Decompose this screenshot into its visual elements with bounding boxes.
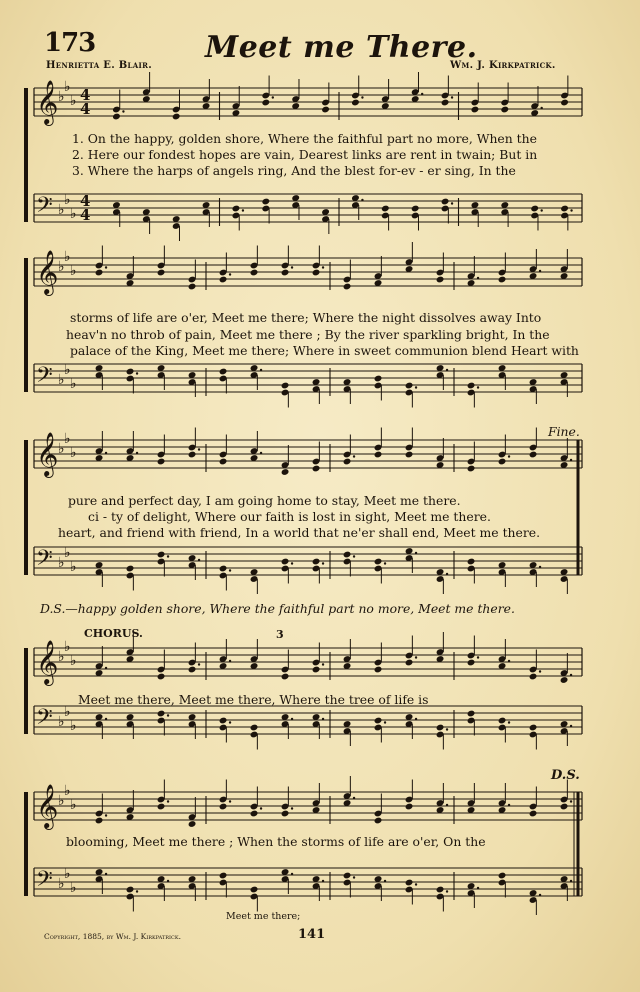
note-head [312,558,321,566]
dot [477,887,479,889]
verse2-line1: 2. Here our fondest hopes are vain, Dearest links are rent in twain; But in [72,147,538,162]
dot [260,807,262,809]
copyright-notice: Copyright, 1885, by Wm. J. Kirkpatrick. [44,932,181,941]
treble-clef: 𝄞 [36,640,59,684]
flat-sign: ♭ [58,372,65,388]
dot [167,800,169,802]
dot [570,880,572,882]
verse1-line3: pure and perfect day, I am going home to stay, Meet me there. [68,493,461,508]
dot [198,448,200,450]
dot [415,386,417,388]
dot [415,552,417,554]
note-head [219,565,228,573]
note-head [405,451,414,459]
ds-lyric-line: D.S.—happy golden shore, Where the faithful part no more, Meet me there. [40,601,515,616]
dot [322,718,324,720]
flat-sign: ♭ [64,783,71,799]
dot [446,890,448,892]
dot [198,663,200,665]
dot [322,880,324,882]
flat-sign: ♭ [70,797,77,813]
dot [291,562,293,564]
note-head [374,817,383,825]
note-head [471,106,480,114]
flat-sign: ♭ [64,79,71,95]
dot [105,873,107,875]
note-head [281,810,290,818]
note-head [343,458,352,466]
flat-sign: ♭ [70,559,77,575]
flat-sign: ♭ [58,876,65,892]
dot [384,880,386,882]
flat-sign: ♭ [70,93,77,109]
note-head [529,724,538,732]
dot [477,386,479,388]
dot [508,721,510,723]
dot [451,202,453,204]
flat-sign: ♭ [58,649,65,665]
note-head [381,205,390,213]
dot [353,876,355,878]
time-signature: 4 [80,100,91,118]
flat-sign: ♭ [64,639,71,655]
flat-sign: ♭ [64,362,71,378]
dot [136,372,138,374]
dot [122,110,124,112]
bass-clef: 𝄢 [36,193,53,223]
note-head [281,673,290,681]
verse3-line2: palace of the King, Meet me there; Where in sweet communion blend Heart with [70,343,579,358]
chorus-line2: blooming, Meet me there ; When the storms of life are o'er, On the [66,834,486,849]
dot [136,452,138,454]
note-head [436,724,445,732]
note-head [374,558,383,566]
treble-clef: 𝄞 [36,784,59,828]
dot [446,728,448,730]
dot [570,800,572,802]
note-head [250,724,259,732]
dot [508,804,510,806]
flat-sign: ♭ [58,259,65,275]
dot [446,573,448,575]
note-head [157,673,166,681]
bass-clef: 𝄢 [36,867,53,897]
flat-sign: ♭ [64,192,71,208]
dot [570,209,572,211]
dot [229,660,231,662]
note-head [261,99,270,107]
dot [539,270,541,272]
note-head [467,710,476,718]
note-head [95,269,104,277]
verse2-line2: heav'n no throb of pain, Meet me there ; By the river sparkling bright, In the [66,327,550,342]
dot [540,107,542,109]
note-head [312,269,321,277]
flat-sign: ♭ [58,793,65,809]
note-head [343,283,352,291]
note-head [126,368,135,376]
dot [477,656,479,658]
note-head [188,820,197,828]
flat-sign: ♭ [58,202,65,218]
flat-sign: ♭ [64,545,71,561]
treble-clef: 𝄞 [36,432,59,476]
dot [167,880,169,882]
note-head [188,666,197,674]
note-head [498,717,507,725]
note-head [219,872,228,880]
note-head [250,886,259,894]
note-head [172,113,181,121]
dot [291,718,293,720]
note-head [157,803,166,811]
time-signature: 4 [80,192,91,210]
page-number: 141 [298,927,326,942]
note-head [219,717,228,725]
note-head [157,458,166,466]
note-head [467,659,476,667]
dot [570,674,572,676]
dot [384,721,386,723]
flat-sign: ♭ [58,441,65,457]
flat-sign: ♭ [70,718,77,734]
dot [539,894,541,896]
dot [198,559,200,561]
note-head [219,803,228,811]
note-head [467,382,476,390]
verse3-line3: heart, and friend with friend, In a world that ne'er shall end, Meet me there. [58,525,541,540]
flat-sign: ♭ [70,376,77,392]
verse1-line1: 1. On the happy, golden shore, Where the faithful part no more, When the [72,131,537,146]
dot [105,452,107,454]
note-head [530,205,539,213]
dot [291,873,293,875]
dot [260,369,262,371]
dot [136,890,138,892]
dot [322,663,324,665]
note-head [157,269,166,277]
dot [539,566,541,568]
lyricist-credit: Henrietta E. Blair. [46,60,152,71]
dot [229,273,231,275]
note-head [529,810,538,818]
note-head [188,451,197,459]
bass-clef: 𝄢 [36,546,53,576]
bass-clef: 𝄢 [36,705,53,735]
flat-sign: ♭ [58,714,65,730]
dot [229,800,231,802]
hymn-number: 173 [44,28,96,58]
note-head [351,99,360,107]
flat-sign: ♭ [64,431,71,447]
fine-mark: Fine. [548,424,580,439]
note-head [560,803,569,811]
dot [508,455,510,457]
note-head [312,465,321,473]
dot [105,718,107,720]
dot [260,452,262,454]
dot [446,369,448,371]
dot [105,667,107,669]
note-head [374,451,383,459]
note-head [281,558,290,566]
dot [477,277,479,279]
dot [242,209,244,211]
dot [167,714,169,716]
dot [105,266,107,268]
dot [570,725,572,727]
note-head [343,872,352,880]
note-head [560,676,569,684]
treble-clef: 𝄞 [36,250,59,294]
note-head [374,666,383,674]
note-head [250,269,259,277]
note-head [405,879,414,887]
note-head [436,276,445,284]
bass-words: Meet me there; [226,911,301,922]
dot [291,266,293,268]
flat-sign: ♭ [64,704,71,720]
dot [105,814,107,816]
dot [353,555,355,557]
dot [451,96,453,98]
dot [322,266,324,268]
note-head [261,198,270,206]
note-head [498,458,507,466]
note-head [467,558,476,566]
flat-sign: ♭ [58,555,65,571]
dot [229,721,231,723]
bass-clef: 𝄢 [36,363,53,393]
dot [353,797,355,799]
hymn-title: Meet me There. [205,30,478,65]
note-head [529,673,538,681]
dot [167,555,169,557]
verse2-line3: ci - ty of delight, Where our faith is lost in sight, Meet me there. [88,509,491,524]
flat-sign: ♭ [64,249,71,265]
dot [415,718,417,720]
dot [540,209,542,211]
note-head [112,113,121,121]
note-head [281,382,290,390]
note-head [232,205,241,213]
dot [361,96,363,98]
chorus-label: CHORUS. [84,627,143,640]
dot [446,804,448,806]
verse3-line1: 3. Where the harps of angels ring, And the blest for-ev - er sing, In the [72,163,516,178]
note-head [441,198,450,206]
note-head [441,99,450,107]
note-head [529,451,538,459]
time-signature: 4 [80,206,91,224]
ds-mark: D.S. [551,768,580,783]
note-head [411,205,420,213]
note-head [126,565,135,573]
dot [508,660,510,662]
flat-sign: ♭ [70,653,77,669]
note-head [219,276,228,284]
note-head [188,283,197,291]
dot [291,807,293,809]
dot [570,459,572,461]
flat-sign: ♭ [70,263,77,279]
note-head [560,205,569,213]
flat-sign: ♭ [64,866,71,882]
dot [322,562,324,564]
dot [415,883,417,885]
treble-clef: 𝄞 [36,80,59,124]
dot [415,656,417,658]
note-head [405,803,414,811]
note-head [157,710,166,718]
dot [384,562,386,564]
flat-sign: ♭ [58,89,65,105]
note-head [312,666,321,674]
note-head [343,551,352,559]
note-head [95,817,104,825]
note-head [374,375,383,383]
dot [539,670,541,672]
triplet-mark: 3 [276,628,284,641]
note-head [281,468,290,476]
dot [229,569,231,571]
note-head [157,551,166,559]
note-head [498,872,507,880]
dot [361,199,363,201]
chorus-line1: Meet me there, Meet me there, Where the tree of life is [78,692,429,707]
note-head [374,717,383,725]
note-head [405,382,414,390]
note-head [219,458,228,466]
note-head [281,269,290,277]
flat-sign: ♭ [70,880,77,896]
composer-credit: Wm. J. Kirkpatrick. [450,60,556,71]
dot [421,93,423,95]
note-head [250,810,259,818]
dot [272,96,274,98]
note-head [219,368,228,376]
note-head [436,886,445,894]
flat-sign: ♭ [70,445,77,461]
time-signature: 4 [80,86,91,104]
note-head [126,886,135,894]
note-head [467,465,476,473]
flat-sign: ♭ [70,206,77,222]
note-head [560,99,569,107]
note-head [405,659,414,667]
note-head [321,106,330,114]
note-head [498,276,507,284]
dot [353,455,355,457]
note-head [500,106,509,114]
verse1-line2: storms of life are o'er, Meet me there; Where the night dissolves away Into [70,310,542,325]
